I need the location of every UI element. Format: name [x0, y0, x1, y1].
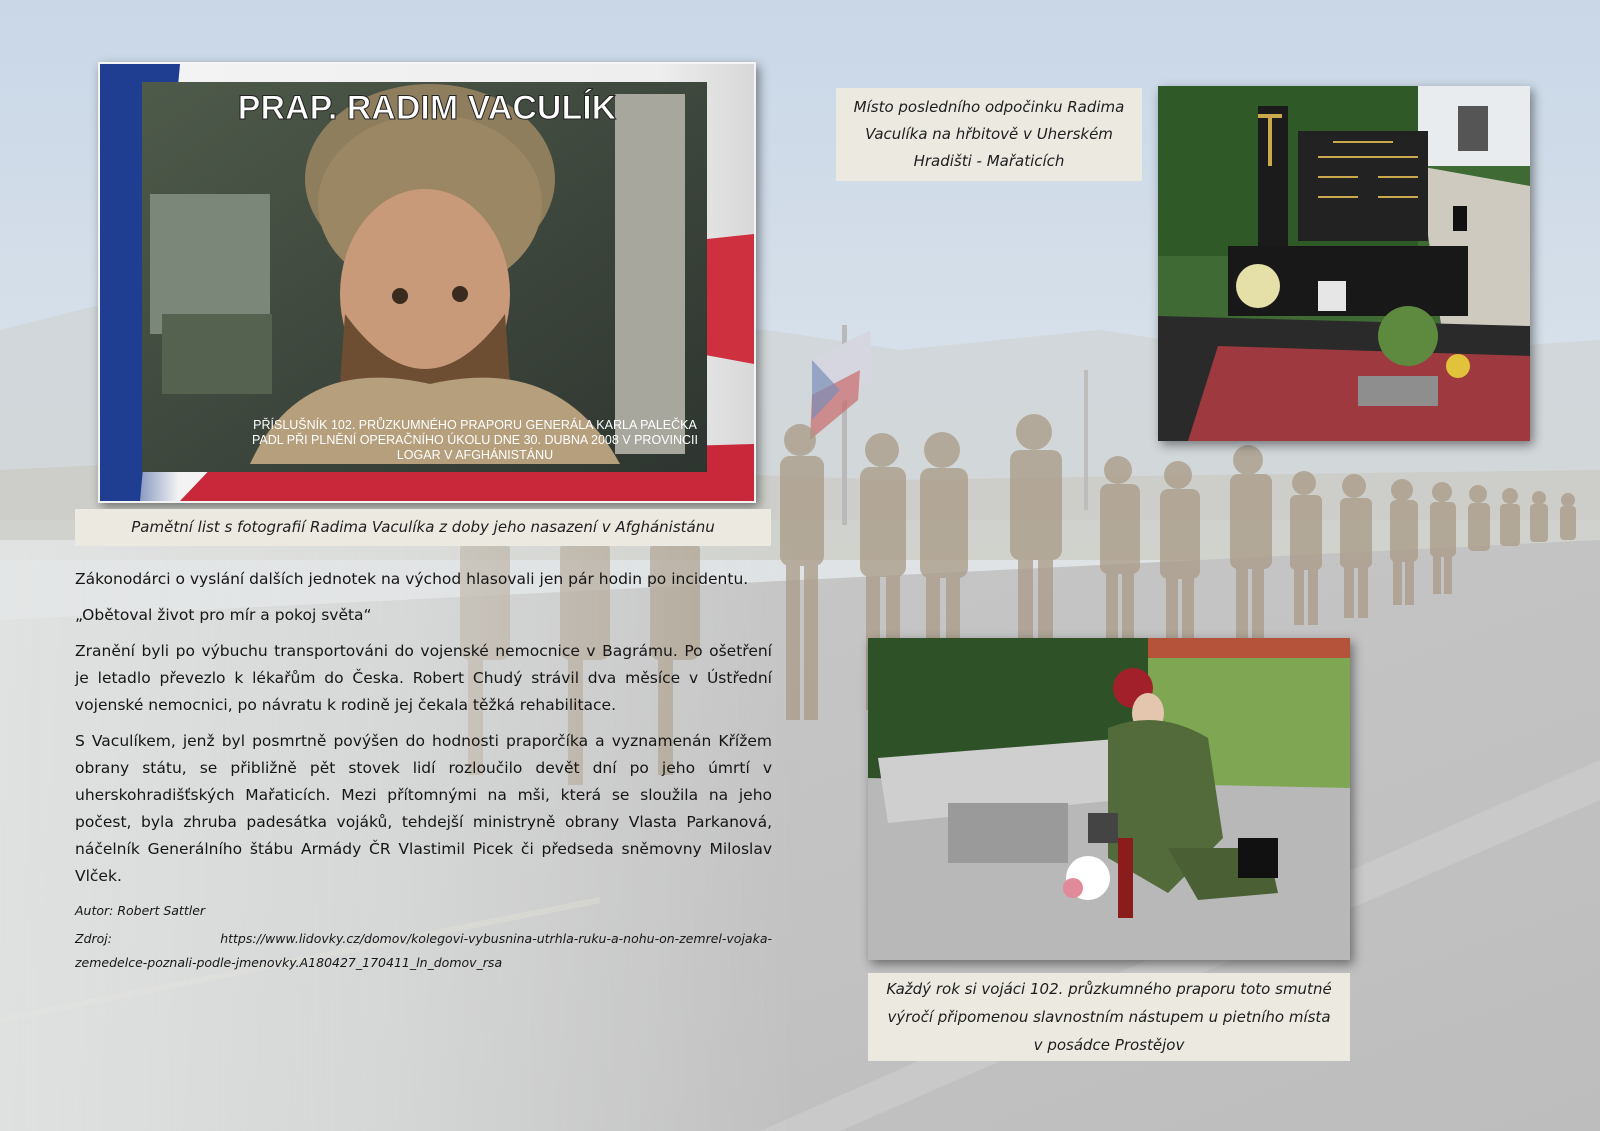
source-label: Zdroj: — [75, 931, 112, 946]
article-paragraph-3: S Vaculíkem, jenž byl posmrtně povýšen do hodnosti praporčíka a vyznamenán Křížem obrany státu, se přibližně pět stovek lidí rozloučilo devět dní po jeho úmrtí v uherskohradišťských Mařaticích. Mezi přítomnými na mši, která se sloužila na jeho počest, byla zhruba padesátka vojáků, tehdejší ministryně obrany Vlasta Parkanová, náčelník Generálního štábu Armády ČR Vlastimil Picek či předseda sněmovny Miloslav Vlček. — [75, 732, 772, 885]
ceremony-image — [868, 638, 1350, 960]
memorial-overlay-line-3: LOGAR V AFGHÁNISTÁNU — [396, 448, 554, 462]
memorial-sheet-photo — [98, 62, 756, 503]
ceremony-photo-caption: Každý rok si vojáci 102. průzkumného praporu toto smutné výročí připomenou slavnostním nástupem u pietního místa v posádce Prostějov — [868, 973, 1350, 1061]
memorial-title: PRAP. RADIM VACULÍK — [237, 89, 617, 127]
article-author: Autor: Robert Sattler — [75, 903, 206, 918]
grave-image — [1158, 86, 1530, 441]
grave-photo-caption: Místo posledního odpočinku Radima Vaculíka na hřbitově v Uherském Hradišti - Mařaticích — [836, 88, 1142, 181]
article-quote-heading: „Obětoval život pro mír a pokoj světa“ — [75, 606, 372, 624]
article-paragraph-2: Zranění byli po výbuchu transportováni do vojenské nemocnice v Bagrámu. Po ošetření je letadlo převezlo k lékařům do Česka. Robert Chudý strávil dva měsíce v Ústřední vojenské nemocnici, po návratu k rodině jej čekala těžká rehabilitace. — [75, 642, 772, 714]
source-url-link[interactable]: https://www.lidovky.cz/domov/kolegovi-vybusnina-utrhla-ruku-a-nohu-on-zemrel-vojaka-zemedelce-poznali-podle-jmenovky.A180427_170411_ln_domov_rsa — [75, 931, 772, 970]
ceremony-photo — [868, 638, 1350, 960]
memorial-overlay-line-2: PADL PŘI PLNĚNÍ OPERAČNÍHO ÚKOLU DNE 30. DUBNA 2008 V PROVINCII — [252, 433, 698, 447]
article-body — [75, 566, 772, 975]
article-paragraph-1: Zákonodárci o vyslání dalších jednotek na východ hlasovali jen pár hodin po incidentu. — [75, 570, 749, 588]
memorial-photo-caption: Pamětní list s fotografií Radima Vaculíka z doby jeho nasazení v Afghánistánu — [75, 509, 771, 546]
article-source — [75, 927, 772, 975]
memorial-sheet-image — [100, 64, 754, 501]
grave-photo — [1158, 86, 1530, 441]
memorial-overlay-line-1: PŘÍSLUŠNÍK 102. PRŮZKUMNÉHO PRAPORU GENERÁLA KARLA PALEČKA — [253, 418, 697, 432]
